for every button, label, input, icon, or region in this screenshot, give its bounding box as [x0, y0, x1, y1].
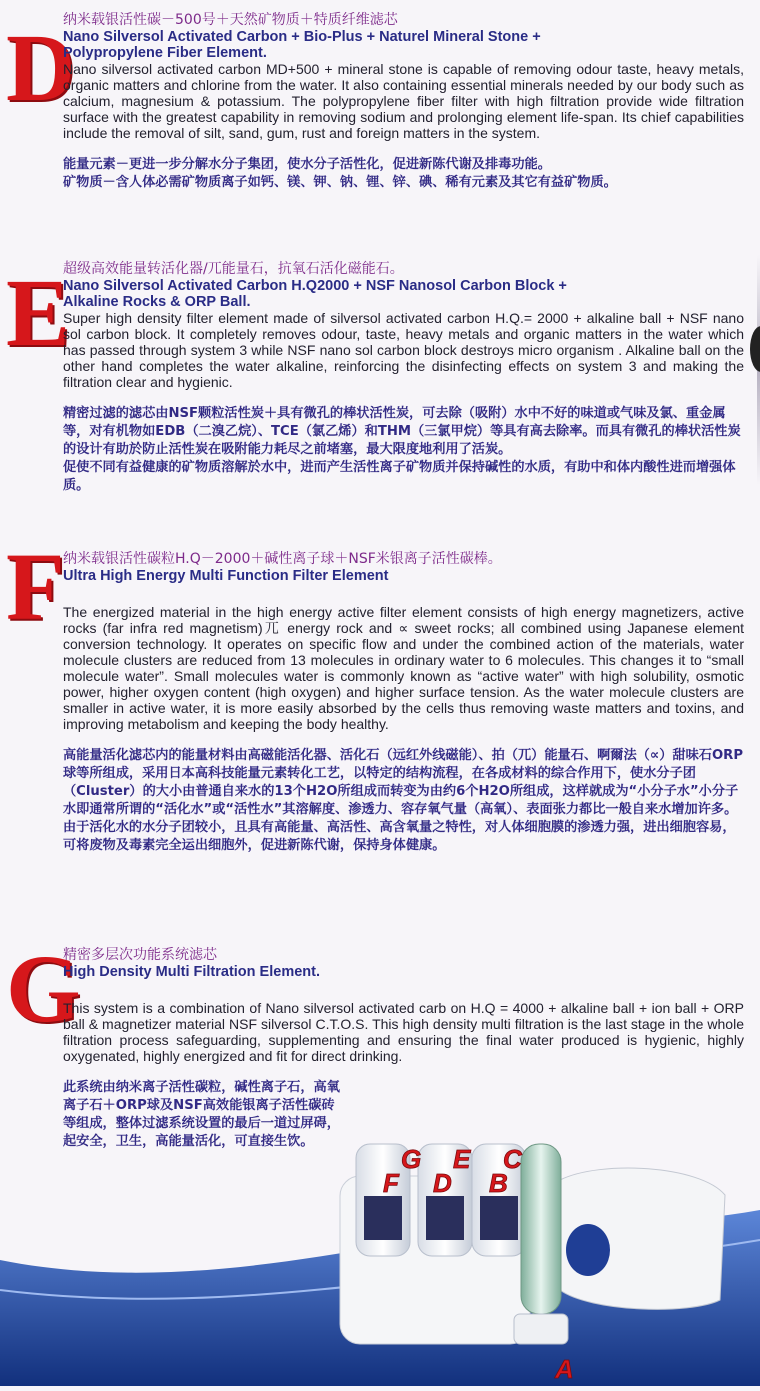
product-illustration [0, 1140, 760, 1386]
water-filter-system-image [0, 1140, 760, 1386]
section-e-zh-title: 超级高效能量转活化器/兀能量石，抗氧石活化磁能石。 [63, 261, 404, 277]
label-c: C [503, 1144, 522, 1174]
section-letter-e: E [6, 259, 71, 366]
section-e-zh-body-2: 促使不同有益健康的矿物质溶解於水中，进而产生活性离子矿物质并保持碱性的水质，有助中和体内酸性进而增强体质。 [63, 460, 736, 493]
section-f-zh-body: 高能量活化滤芯内的能量材料由高磁能活化器、活化石（远红外线磁能）、拍（兀）能量石、啊爾法（∝）甜味石ORP球等所组成，采用日本高科技能量元素转化工艺，以特定的结构流程，在各成材料的综合作用下，使水分子团（Cluster）的大小由普通自来水的13个H2O所组成而转变为由约6个H2O所组成，这样就成为“小分子水”小分子水即通常所谓的“活化水”或“活性水”其溶解度、渗透力、容存氧气量（高氧）、表面张力都比一般自来水增加许多。由于活化水的水分子团较小，且具有高能量、高活性、高含氧量之特性，对人体细胞膜的渗透力强，进出细胞容易，可将废物及毒素完全运出细胞外，促进新陈代谢，保持身体健康。 [63, 748, 744, 853]
section-d-zh-body-2: 矿物质－含人体必需矿物质离子如钙、镁、钾、钠、锂、锌、碘、稀有元素及其它有益矿物质。 [63, 175, 617, 190]
label-a: A [555, 1354, 574, 1384]
section-g-content [63, 947, 744, 1151]
section-d-en-title-line2: Polypropylene Fiber Element. [63, 45, 267, 61]
section-f-en-body: The energized material in the high energy active filter element consists of high energy magnetizers, active rocks (far infra red magnetism)兀 energy rock and ∝ sweet rocks; all combined using Japanese element conversion technology. It operates on specific flow and under the combined action of the materials, water molecule clusters are reduced from 13 molecules in ordinary water to 6 molecules. This changes it to “small molecule water”. Small molecules water is commonly known as “active water” with high solubility, osmotic power, higher oxygen content (high oxygen) and higher surface tension. As the water molecule clusters are smaller in active water, it is more easily absorbed by the cells thus removing waste matters and toxins, and improving metabolism and keeping the body healthy. [63, 604, 744, 732]
section-d-en-title-line1: Nano Silversol Activated Carbon + Bio-Plus + Naturel Mineral Stone + [63, 29, 541, 45]
section-d-zh-body-1: 能量元素－更进一步分解水分子集团，使水分子活性化，促进新陈代谢及排毒功能。 [63, 157, 551, 172]
section-g-en-title: High Density Multi Filtration Element. [63, 964, 320, 980]
section-e-zh-body-1: 精密过滤的滤芯由NSF颗粒活性炭＋具有微孔的棒状活性炭，可去除（吸附）水中不好的味道或气味及氯、重金属等，对有机物如EDB（二溴乙烷）、TCE（氯乙烯）和THM（三氯甲烷）等具有高去除率。而具有微孔的棒状活性炭的设计有助於防止活性炭在吸附能力耗尽之前堵塞，最大限度地利用了活炭。 [63, 406, 741, 457]
section-g-zh-body: 此系统由纳米离子活性碳粒，碱性离子石，高氧离子石＋ORP球及NSF高效能银离子活性碳砖等组成，整体过滤系统设置的最后一道过屏碍，起安全，卫生，高能量活化，可直接生饮。 [63, 1080, 340, 1149]
section-letter-g: G [6, 935, 81, 1042]
page-edge-dot [750, 326, 760, 372]
section-f-zh-title: 纳米载银活性碳粒H.Q－2000＋碱性离子球＋NSF米银离子活性碳棒。 [63, 551, 502, 567]
brand-logo-mark [566, 1224, 610, 1276]
label-b: B [489, 1168, 508, 1198]
section-e-en-title-line1: Nano Silversol Activated Carbon H.Q2000 + NSF Nanosol Carbon Block + [63, 278, 567, 294]
section-e-content [63, 261, 744, 495]
label-e: E [453, 1144, 471, 1174]
label-g: G [401, 1144, 422, 1174]
section-e-en-title-line2: Alkaline Rocks & ORP Ball. [63, 294, 251, 310]
section-d-zh-title: 纳米载银活性碳－500号＋天然矿物质＋特质纤维滤芯 [63, 12, 398, 28]
section-g-zh-title: 精密多层次功能系统滤芯 [63, 947, 217, 963]
section-e-en-body: Super high density filter element made of silversol activated carbon H.Q.= 2000 + alkaline ball + NSF nano sol carbon block. It completely removes odour, taste, heavy metals and organic matters in the water which has passed through system 3 while NSF nano sol carbon block destroys micro organism . Alkaline ball on the other hand completes the water alkaline, reinforcing the disinfecting effects on system 3 and making the filtration clear and hygienic. [63, 310, 744, 390]
section-g-en-body: This system is a combination of Nano silversol activated carb on H.Q = 4000 + alkaline ball + ion ball + ORP ball & magnetizer material NSF silversol C.T.O.S. This high density multi filtration is the last stage in the whole filtration process safeguarding, supplementing and ensuring the final water produced is hygienic, highly oxygenated, highly energized and fit for direct drinking. [63, 1000, 744, 1064]
filter-canisters [356, 1144, 526, 1256]
section-letter-f: F [6, 533, 65, 640]
section-f-content [63, 551, 744, 855]
section-d-content [63, 12, 744, 192]
section-d-en-body: Nano silversol activated carbon MD+500 + mineral stone is capable of removing odour taste, heavy metals, organic matters and chlorine from the water. It also containing essential minerals needed by our body such as calcium, magnesium & potassium. The polypropylene fiber filter with high filtration provide wide filtration surface with the greatest capability in removing sodium and prolonging element life-span. Its chief capabilities include the removal of silt, sand, gum, rust and foreign matters in the system. [63, 61, 744, 141]
section-f-en-title: Ultra High Energy Multi Function Filter Element [63, 568, 389, 584]
label-d: D [433, 1168, 452, 1198]
section-letter-d: D [6, 14, 76, 121]
label-f: F [383, 1168, 399, 1198]
